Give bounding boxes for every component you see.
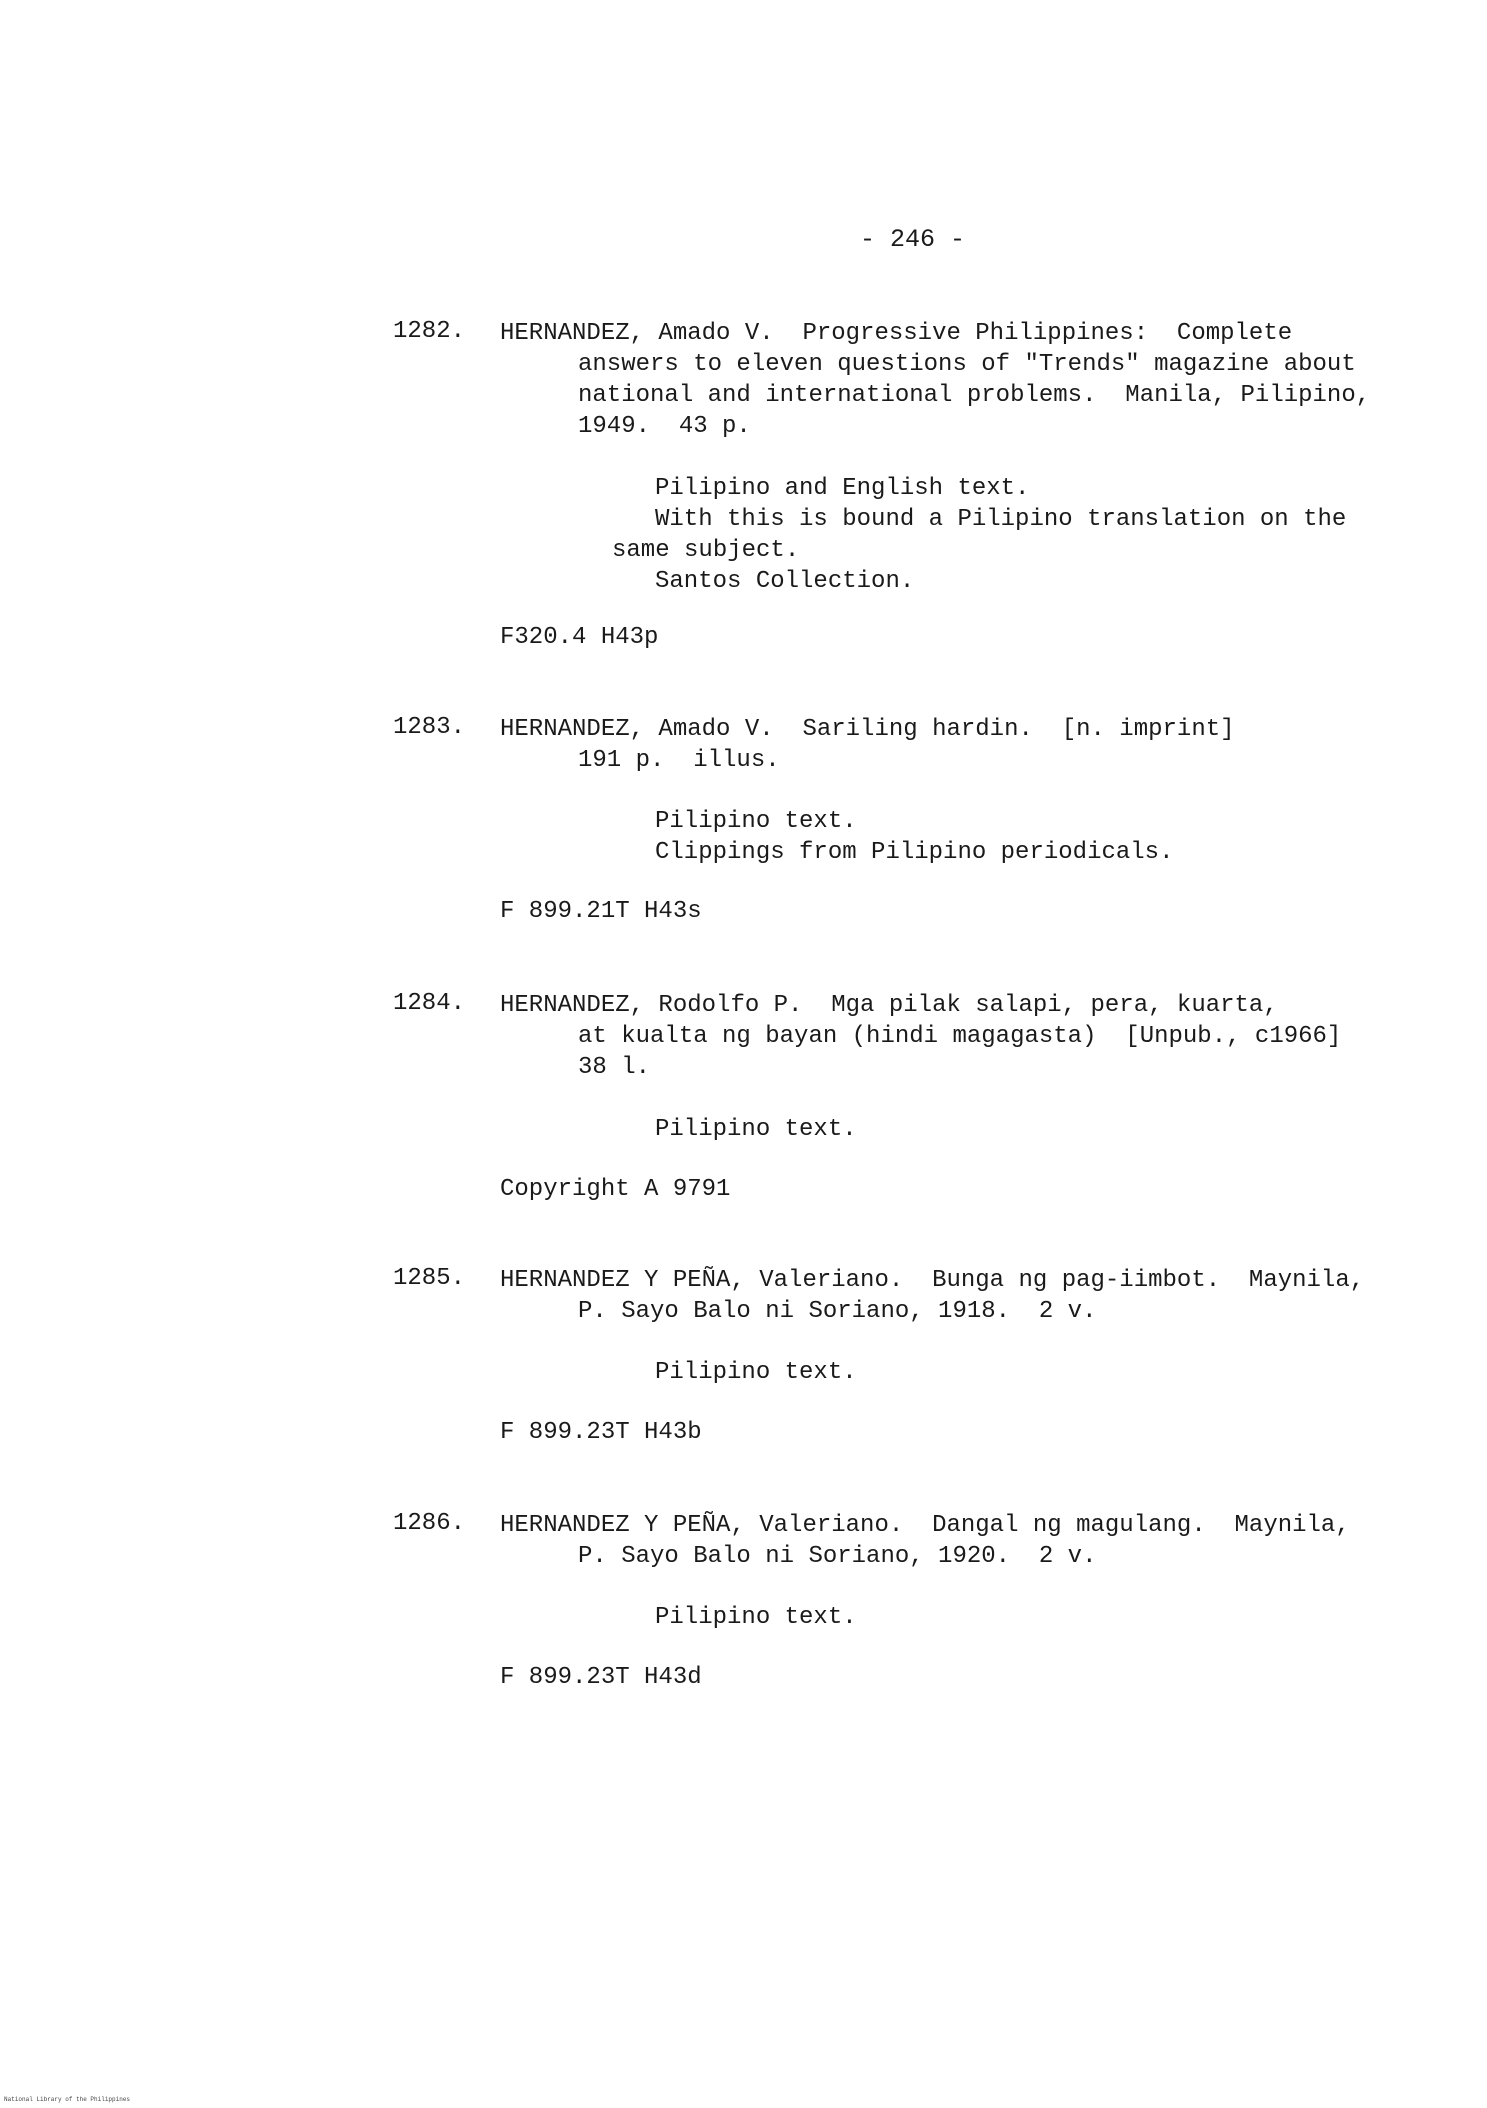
note-line: With this is bound a Pilipino translation on the bbox=[655, 506, 1347, 533]
citation-line: answers to eleven questions of "Trends" magazine about bbox=[578, 351, 1356, 378]
entry-number: 1286. bbox=[393, 1510, 466, 1537]
entry-number: 1282. bbox=[393, 318, 466, 345]
citation-line: national and international problems. Manila, Pilipino, bbox=[578, 382, 1371, 409]
note-line: Clippings from Pilipino periodicals. bbox=[655, 839, 1174, 866]
page-number: - 246 - bbox=[860, 225, 966, 254]
call-number: F320.4 H43p bbox=[500, 624, 659, 651]
note-line: Pilipino and English text. bbox=[655, 475, 1030, 502]
citation-line: HERNANDEZ, Rodolfo P. Mga pilak salapi, pera, kuarta, bbox=[500, 992, 1278, 1019]
note-line: Pilipino text. bbox=[655, 808, 857, 835]
citation-line: at kualta ng bayan (hindi magagasta) [Unpub., c1966] bbox=[578, 1023, 1342, 1050]
citation-line: P. Sayo Balo ni Soriano, 1920. 2 v. bbox=[578, 1543, 1097, 1570]
call-number: F 899.23T H43b bbox=[500, 1419, 702, 1446]
entry-number: 1283. bbox=[393, 714, 466, 741]
entry-number: 1285. bbox=[393, 1265, 466, 1292]
note-line: Pilipino text. bbox=[655, 1359, 857, 1386]
note-line: Santos Collection. bbox=[655, 568, 915, 595]
entry-number: 1284. bbox=[393, 990, 466, 1017]
citation-line: HERNANDEZ, Amado V. Progressive Philippines: Complete bbox=[500, 320, 1293, 347]
call-number: Copyright A 9791 bbox=[500, 1176, 731, 1203]
call-number: F 899.23T H43d bbox=[500, 1664, 702, 1691]
citation-line: HERNANDEZ Y PEÑA, Valeriano. Dangal ng magulang. Maynila, bbox=[500, 1512, 1350, 1539]
note-line: Pilipino text. bbox=[655, 1116, 857, 1143]
citation-line: HERNANDEZ, Amado V. Sariling hardin. [n. imprint] bbox=[500, 716, 1235, 743]
citation-line: 38 l. bbox=[578, 1054, 651, 1081]
note-line: Pilipino text. bbox=[655, 1604, 857, 1631]
citation-line: HERNANDEZ Y PEÑA, Valeriano. Bunga ng pag-iimbot. Maynila, bbox=[500, 1267, 1365, 1294]
citation-line: 191 p. illus. bbox=[578, 747, 780, 774]
footer-text: National Library of the Philippines bbox=[4, 2096, 131, 2103]
note-line: same subject. bbox=[612, 537, 800, 564]
call-number: F 899.21T H43s bbox=[500, 898, 702, 925]
citation-line: 1949. 43 p. bbox=[578, 413, 751, 440]
citation-line: P. Sayo Balo ni Soriano, 1918. 2 v. bbox=[578, 1298, 1097, 1325]
